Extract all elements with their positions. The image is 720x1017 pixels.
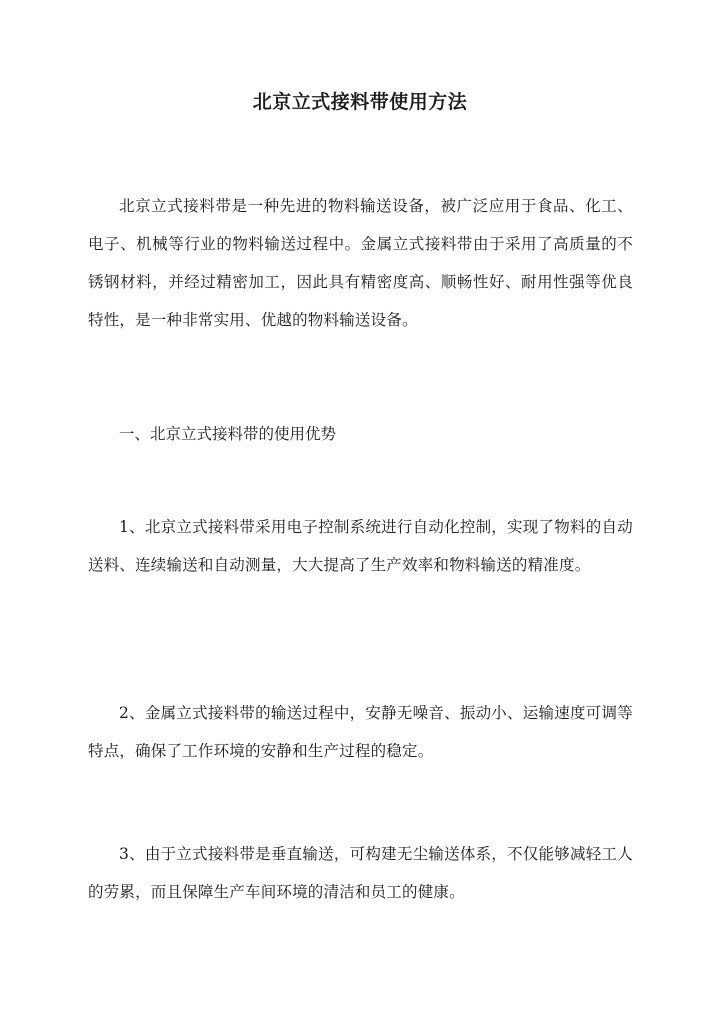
section-heading: 一、北京立式接料带的使用优势 [119,425,337,443]
list-item: 1、北京立式接料带采用电子控制系统进行自动化控制，实现了物料的自动送料、连续输送和自动测量，大大提高了生产效率和物料输送的精准度。 [88,518,633,574]
list-item: 2、金属立式接料带的输送过程中，安静无噪音、振动小、运输速度可调等特点，确保了工作环境的安静和生产过程的稳定。 [88,704,633,760]
list-item: 3、由于立式接料带是垂直输送，可构建无尘输送体系，不仅能够减轻工人的劳累，而且保障生产车间环境的清洁和员工的健康。 [88,845,633,901]
intro-paragraph: 北京立式接料带是一种先进的物料输送设备，被广泛应用于食品、化工、电子、机械等行业的物料输送过程中。金属立式接料带由于采用了高质量的不锈钢材料，并经过精密加工，因此具有精密度高、顺畅性好、耐用性强等优良特性，是一种非常实用、优越的物料输送设备。 [88,197,633,329]
document-title: 北京立式接料带使用方法 [252,91,468,113]
